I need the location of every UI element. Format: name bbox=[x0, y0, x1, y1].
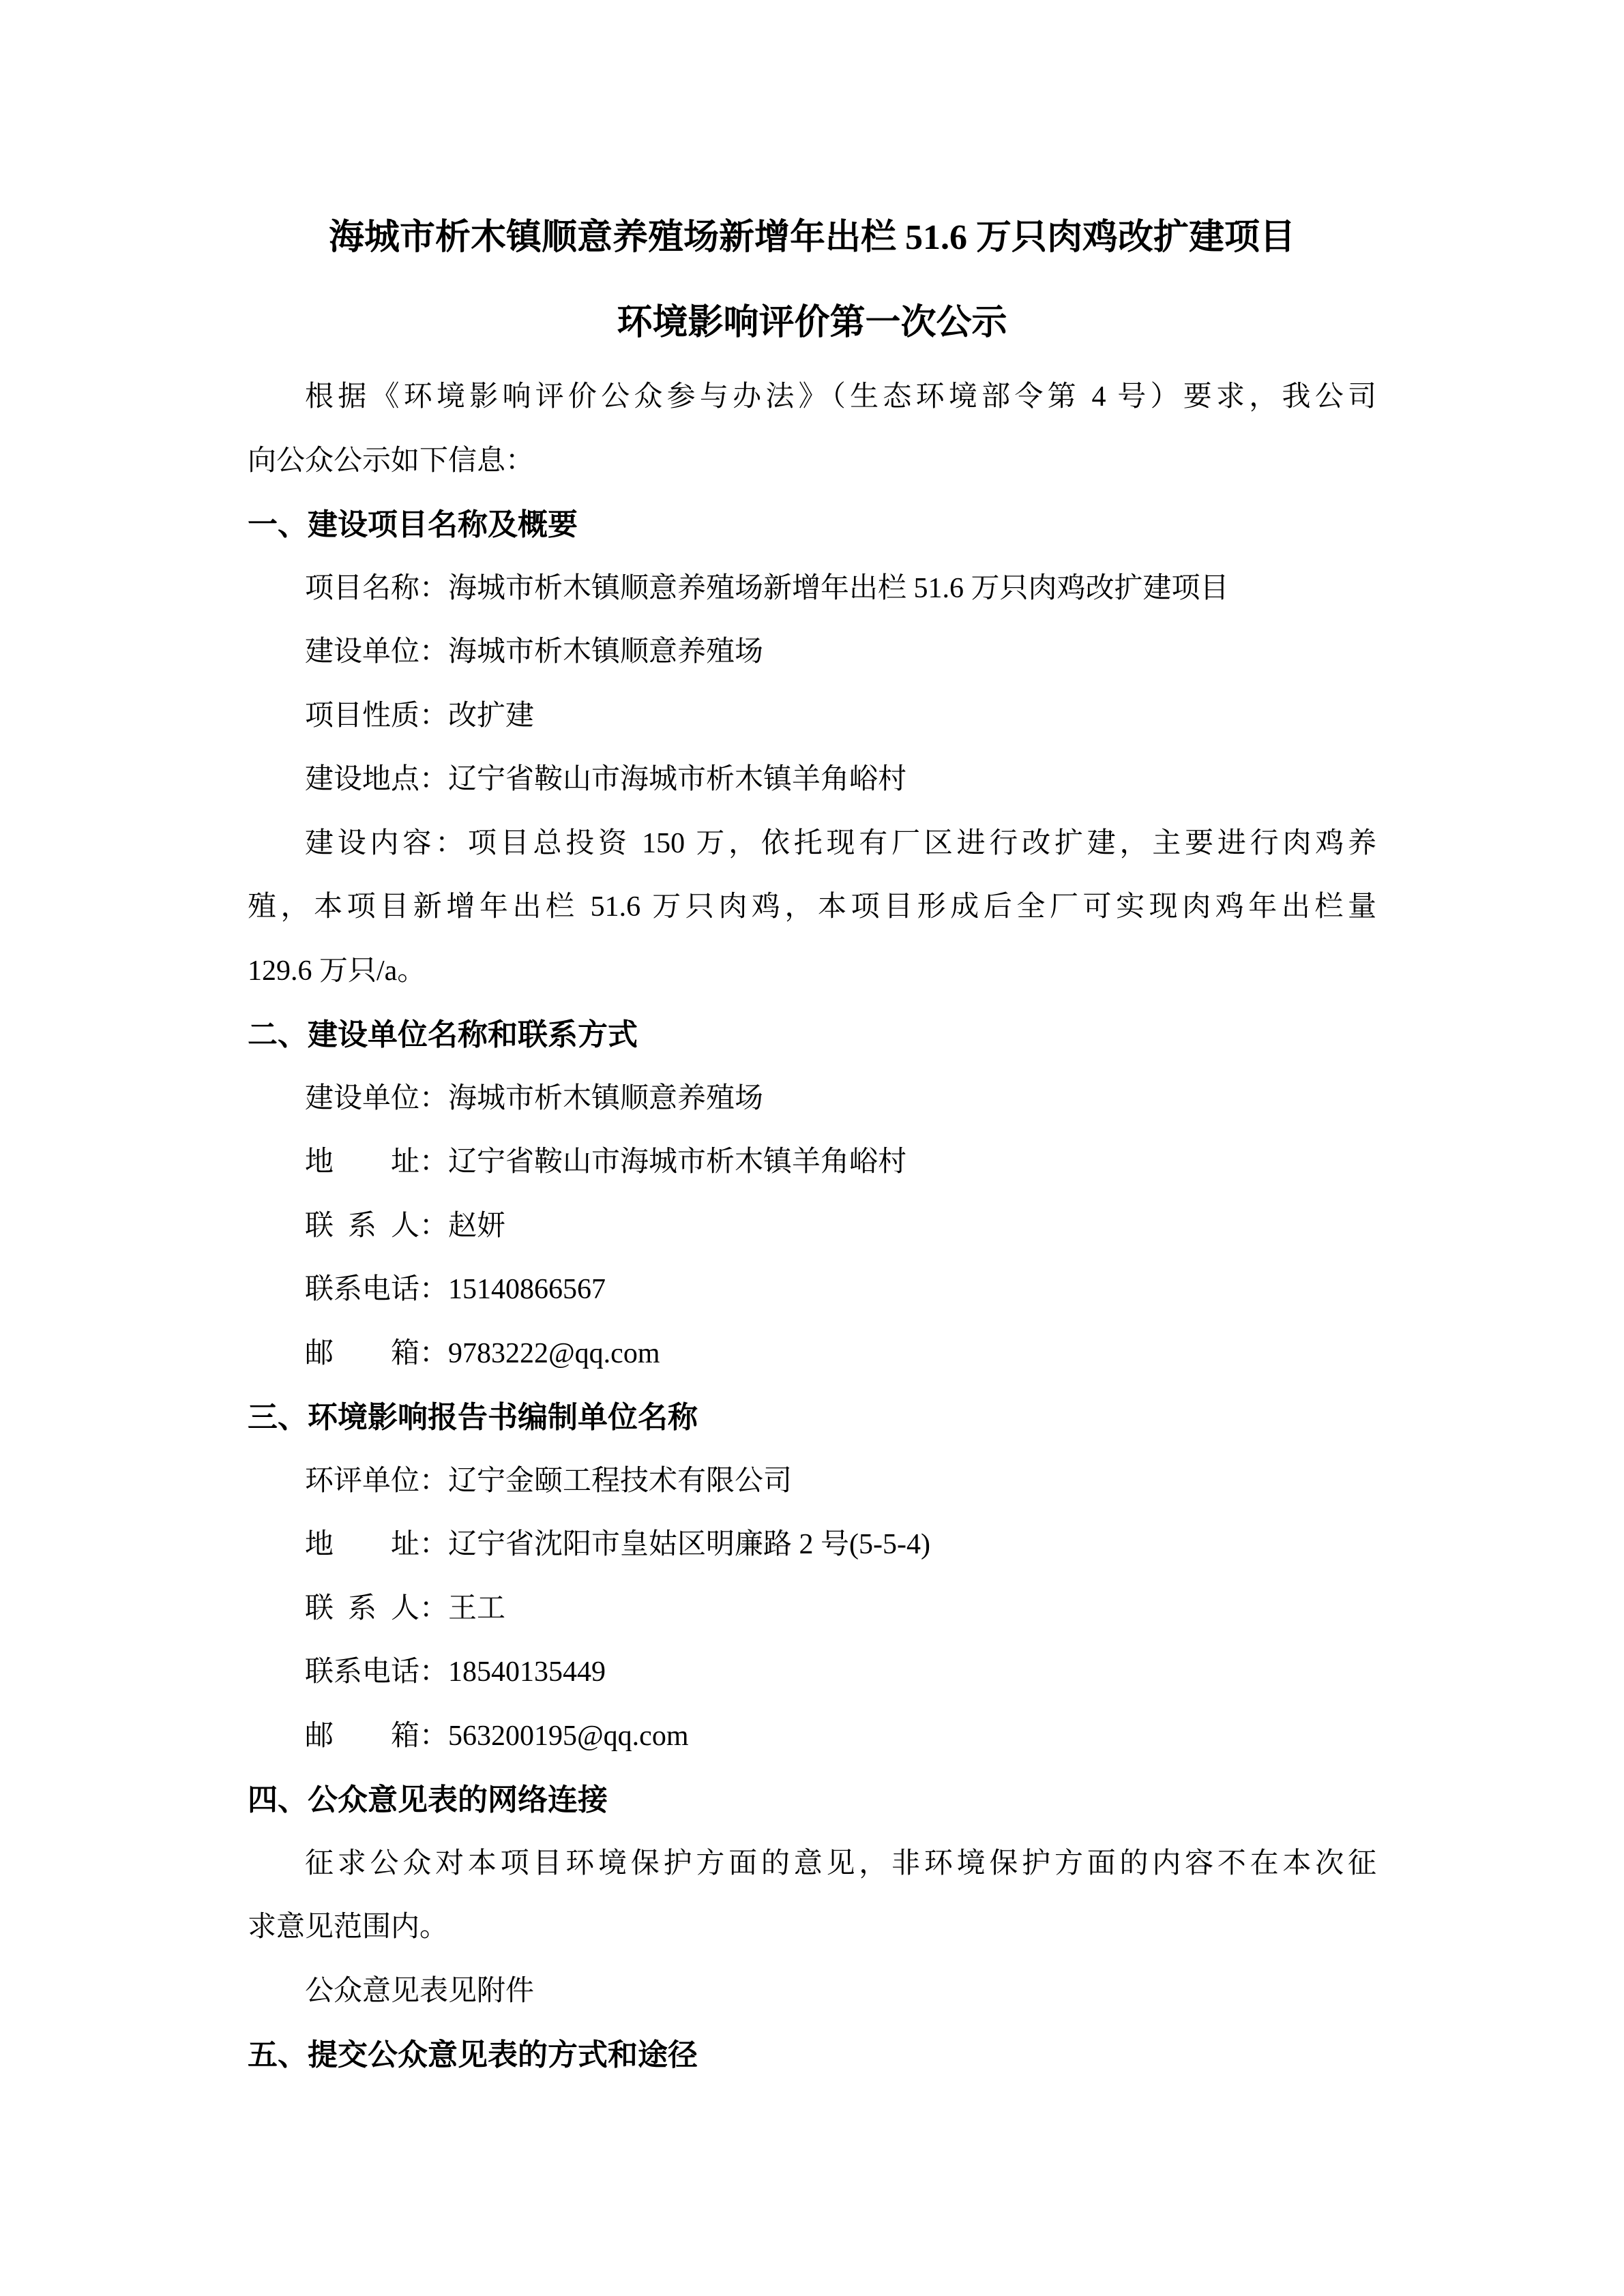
section-4-heading: 四、公众意见表的网络连接 bbox=[248, 1783, 608, 1817]
section-1-construction-site: 建设地点：辽宁省鞍山市海城市析木镇羊角峪村 bbox=[305, 764, 907, 795]
section-2-address: 地 址：辽宁省鞍山市海城市析木镇羊角峪村 bbox=[305, 1146, 907, 1178]
section-3-contact-person: 联 系 人：王工 bbox=[305, 1592, 506, 1624]
section-2-phone: 联系电话：15140866567 bbox=[305, 1274, 606, 1305]
section-4-paragraph-line-1: 征求公众对本项目环境保护方面的意见，非环境保护方面的内容不在本次征 bbox=[305, 1847, 1376, 1879]
section-4-attachment-note: 公众意见表见附件 bbox=[305, 1975, 535, 2007]
section-1-content-line-3: 129.6 万只/a。 bbox=[248, 955, 426, 987]
section-1-project-name: 项目名称：海城市析木镇顺意养殖场新增年出栏 51.6 万只肉鸡改扩建项目 bbox=[305, 572, 1229, 604]
document-title-line-1: 海城市析木镇顺意养殖场新增年出栏 51.6 万只肉鸡改扩建项目 bbox=[328, 218, 1295, 257]
section-4-paragraph-line-2: 求意见范围内。 bbox=[248, 1911, 449, 1943]
section-2-heading: 二、建设单位名称和联系方式 bbox=[248, 1018, 638, 1052]
section-3-unit: 环评单位：辽宁金颐工程技术有限公司 bbox=[305, 1465, 793, 1497]
intro-paragraph-line-2: 向公众公示如下信息： bbox=[248, 445, 535, 477]
section-3-email: 邮 箱：563200195@qq.com bbox=[305, 1720, 689, 1752]
intro-paragraph-line-1: 根据《环境影响评价公众参与办法》（生态环境部令第 4 号）要求，我公司 bbox=[305, 381, 1376, 413]
section-1-content-line-1: 建设内容：项目总投资 150 万，依托现有厂区进行改扩建，主要进行肉鸡养 bbox=[305, 827, 1376, 859]
section-1-heading: 一、建设项目名称及概要 bbox=[248, 508, 578, 541]
section-2-unit: 建设单位：海城市析木镇顺意养殖场 bbox=[305, 1082, 764, 1114]
section-2-email: 邮 箱：9783222@qq.com bbox=[305, 1337, 660, 1369]
section-1-content-line-2: 殖，本项目新增年出栏 51.6 万只肉鸡，本项目形成后全厂可实现肉鸡年出栏量 bbox=[248, 891, 1376, 923]
document-title-line-2: 环境影响评价第一次公示 bbox=[617, 303, 1007, 342]
section-3-phone: 联系电话：18540135449 bbox=[305, 1656, 606, 1688]
section-5-heading: 五、提交公众意见表的方式和途径 bbox=[248, 2038, 698, 2072]
section-2-contact-person: 联 系 人：赵妍 bbox=[305, 1210, 506, 1242]
section-1-construction-unit: 建设单位：海城市析木镇顺意养殖场 bbox=[305, 636, 764, 668]
section-3-address: 地 址：辽宁省沈阳市皇姑区明廉路 2 号(5-5-4) bbox=[305, 1529, 930, 1560]
section-1-project-nature: 项目性质：改扩建 bbox=[305, 700, 535, 732]
section-3-heading: 三、环境影响报告书编制单位名称 bbox=[248, 1401, 698, 1434]
